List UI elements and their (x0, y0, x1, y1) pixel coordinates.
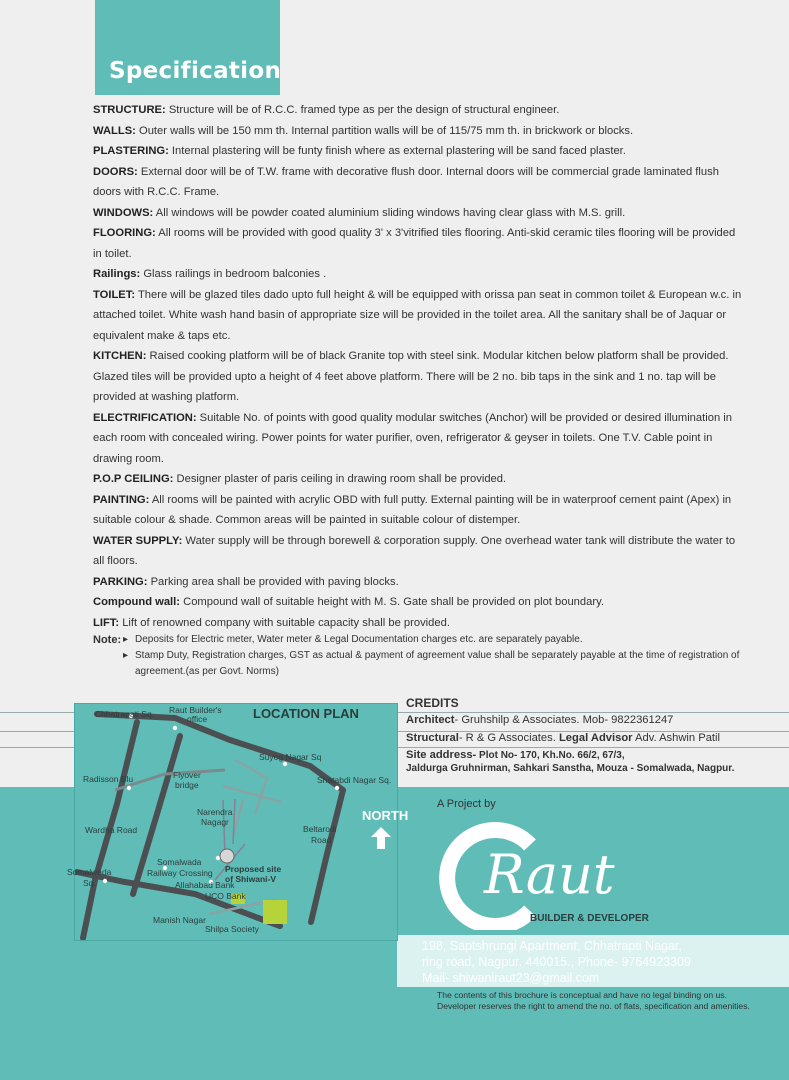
contact-address (422, 938, 691, 986)
map-label: Nagagr (201, 817, 229, 827)
spec-item: PARKING: Parking area shall be provided with paving blocks. (93, 575, 399, 588)
map-label: Suyog Nagar Sq (259, 752, 322, 762)
page-title: Specification (109, 58, 282, 84)
spec-item: KITCHEN: Raised cooking platform will be of black Granite top with steel sink. Modular kitchen below platform shall be provided. Glazed tiles will be provided upto a height of 4 feet above platform. There will be 2 no. bib taps in the sink and 1 no. tap will be provided at washing platform. (93, 350, 729, 403)
spec-item: FLOORING: All rooms will be provided with good quality 3' x 3'vitrified tiles flooring. Anti-skid ceramic tiles flooring will be provided in toilet. (93, 227, 736, 260)
spec-item: WALLS: Outer walls will be 150 mm th. Internal partition walls will be of 115/75 mm th. in brickwork or blocks. (93, 124, 634, 137)
spec-item: ELECTRIFICATION: Suitable No. of points with good quality modular switches (Anchor) will be provided or desired illumination in each room with concealed wiring. Power points for water purifier, oven, refrigerator & geyser in toilets. One T.V. Cable point in drawing room. (93, 411, 732, 465)
logo-tagline: BUILDER & DEVELOPER (530, 913, 649, 924)
spec-item: WATER SUPPLY: Water supply will be through borewell & corporation supply. One overhead water tank will distribute the water to all floors. (93, 534, 736, 567)
map-label: Allahabad Bank (175, 880, 235, 890)
disclaimer (437, 990, 777, 1012)
map-label: Chhatrapati Sq. (95, 709, 155, 719)
spec-item: STRUCTURE: Structure will be of R.C.C. framed type as per the design of structural engineer. (93, 104, 560, 116)
map-label: Road (311, 835, 332, 845)
map-label-proposed-site: of Shiwani-V (225, 874, 276, 884)
map-label: Beltarodi (303, 824, 337, 834)
map-label: Raut Builder's (169, 705, 222, 715)
spec-item: TOILET: There will be glazed tiles dado upto full height & will be equipped with orissa pan seat in common toilet & European w.c. in attached toilet. White wash hand basin of appropriate size will be provided in the toilet area. All the sanitary shall be of Jaquar or equivalent make & taps etc. (93, 288, 742, 342)
map-label: Flyover (173, 770, 201, 780)
map-label: Sq. (83, 878, 96, 888)
map-label-proposed-site: Proposed site (225, 864, 282, 874)
spec-item: LIFT: Lift of renowned company with suitable capacity shall be provided. (93, 616, 450, 629)
map-label: Railway Crossing (147, 868, 213, 878)
map-label: Narendra (197, 807, 233, 817)
map-label: Radisson Blu (83, 774, 134, 784)
note-item: ▸ Stamp Duty, Registration charges, GST as actual & payment of agreement value shall be separately payable at the time of registration of agreement.(as per Govt. Norms) (123, 648, 743, 680)
spec-item: Compound wall: Compound wall of suitable height with M. S. Gate shall be provided on plot boundary. (93, 596, 604, 608)
architect-credit: Architect- Gruhshilp & Associates. Mob- 9822361247 (406, 714, 674, 726)
map-label: Shatabdi Nagar Sq. (317, 775, 392, 785)
logo-brand: Raut (484, 843, 615, 906)
email-line: Mail- shiwaniraut23@gmail.com (422, 971, 600, 985)
map-label: Somalwada (67, 867, 112, 877)
structural-credit: Structural- R & G Associates. Legal Advisor Adv. Ashwin Patil (406, 732, 721, 744)
project-by-label: A Project by (437, 798, 496, 810)
disclaimer-line: The contents of this brochure is conceptual and have no legal binding on us. (437, 990, 727, 1000)
location-map (67, 703, 398, 941)
map-label: Shilpa Society (205, 924, 259, 934)
note-label: Note: (93, 634, 122, 646)
specification-list (93, 100, 743, 633)
credits-title: CREDITS (406, 696, 459, 710)
map-label: Manish Nagar (153, 915, 206, 925)
note-item: ▸ Deposits for Electric meter, Water meter & Legal Documentation charges etc. are separately payable. (123, 632, 743, 648)
spec-item: WINDOWS: All windows will be powder coated aluminium sliding windows having clear glass with M.S. grill. (93, 206, 626, 219)
site-address-line2: Jaldurga Gruhnirman, Sahkari Sanstha, Mouza - Somalwada, Nagpur. (406, 763, 735, 774)
map-label: Somalwada (157, 857, 202, 867)
specification-header (95, 0, 280, 95)
map-roads (75, 704, 397, 940)
north-label: NORTH (362, 808, 409, 823)
north-arrow-icon (370, 826, 392, 850)
map-label: office (187, 714, 208, 724)
spec-item: PLASTERING: Internal plastering will be funty finish where as external plastering will be sand faced plaster. (93, 145, 626, 157)
address-line: 198, Saptshrungi Apartment, Chhatrapti Nagar, (422, 939, 682, 953)
map-label: bridge (175, 780, 199, 790)
map-label: Wardha Road (85, 825, 138, 835)
spec-item: DOORS: External door will be of T.W. frame with decorative flush door. Internal doors will be commercial grade laminated flush doors with R.C.C. Frame. (93, 165, 719, 198)
spec-item: P.O.P CEILING: Designer plaster of paris ceiling in drawing room shall be provided. (93, 473, 507, 485)
site-address: Site address- Plot No- 170, Kh.No. 66/2, 67/3, (406, 749, 625, 761)
spec-item: Railings: Glass railings in bedroom balconies . (93, 268, 327, 280)
spec-item: PAINTING: All rooms will be painted with acrylic OBD with full putty. External painting will be in waterproof cement paint (Apex) in suitable colour & shade. Common areas will be painted in suitable colour of distemper. (93, 493, 732, 526)
disclaimer-line: Developer reserves the right to amend the no. of flats, specification and amenities. (437, 1001, 750, 1011)
address-line: ring road, Nagpur. 440015., Phone- 9764923309 (422, 955, 691, 969)
note-section (93, 632, 743, 677)
map-title: LOCATION PLAN (253, 706, 359, 721)
map-label: UCO Bank (205, 891, 246, 901)
